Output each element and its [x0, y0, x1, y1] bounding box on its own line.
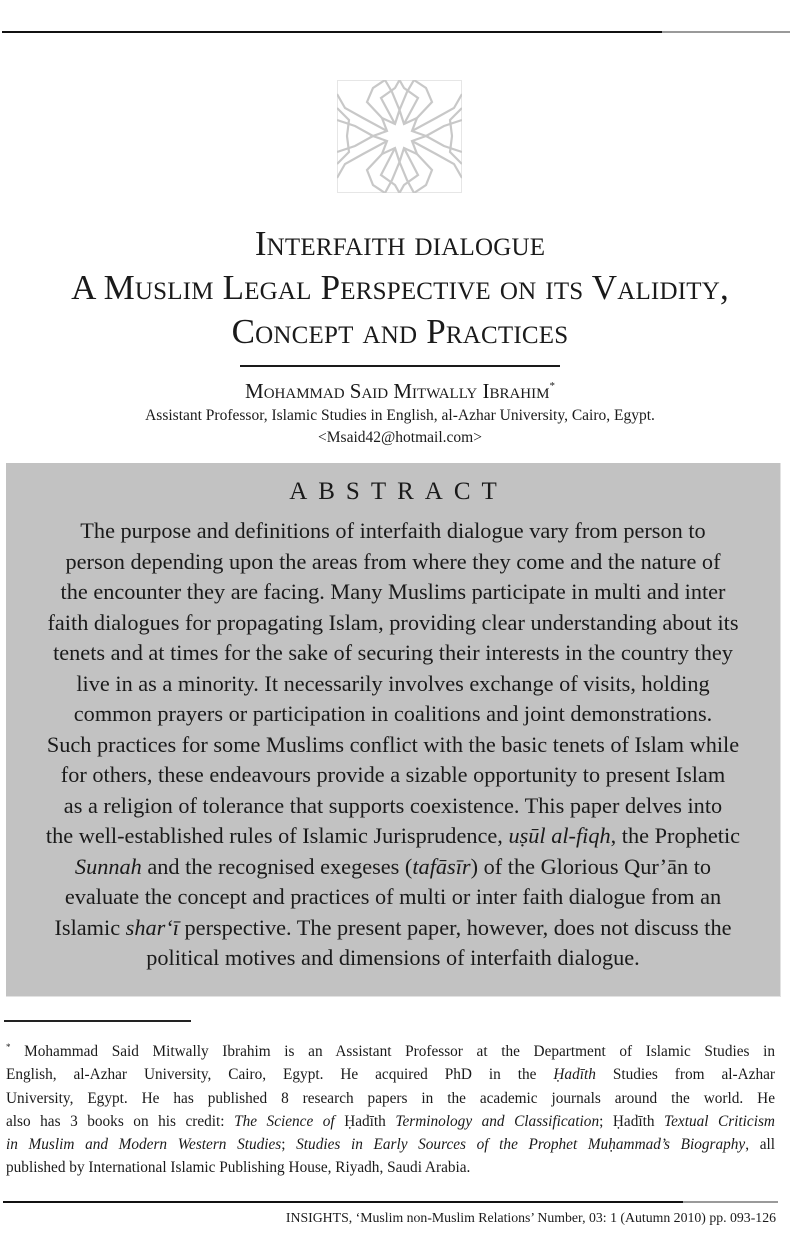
abstract-italic-term: Sunnah: [74, 853, 142, 879]
paper-title-line-3: Concept and Practices: [231, 312, 569, 351]
footnote-text: ;: [281, 1136, 297, 1154]
abstract-text: Islamic: [54, 914, 126, 940]
paper-title-line-2: A Muslim Legal Perspective on its Validity,: [71, 268, 729, 307]
footer-rule: [3, 1201, 683, 1203]
abstract-line: person depending upon the areas from where they come and the nature of: [65, 548, 721, 574]
footnote-book-title: in Muslim and Modern Western Studies: [6, 1136, 282, 1154]
footer-rule-tail: [683, 1201, 778, 1203]
abstract-line: [16, 913, 770, 944]
title-block: [0, 222, 800, 448]
author-name-text: Mohammad Said Mitwally Ibrahim: [245, 379, 550, 403]
abstract-line: for others, these endeavours provide a sizable opportunity to present Islam: [60, 762, 726, 787]
abstract-line: Such practices for some Muslims conflict with the basic tenets of Islam while: [46, 731, 740, 757]
footnote-line: [6, 1036, 775, 1063]
title-divider: [240, 365, 560, 367]
footnote-text: Ḥadīth: [344, 1112, 396, 1130]
author-affiliation: Assistant Professor, Islamic Studies in English, al-Azhar University, Cairo, Egypt.: [145, 407, 655, 424]
footnote-text: also has 3 books on his credit:: [6, 1112, 235, 1130]
footnote-book-title: Textual Criticism: [664, 1112, 775, 1130]
abstract-line: [16, 821, 770, 852]
abstract-heading: ABSTRACT: [289, 478, 508, 505]
footnote-text: English, al-Azhar University, Cairo, Egypt. He acquired PhD in the: [6, 1066, 554, 1084]
author-footnote-marker[interactable]: *: [549, 380, 555, 392]
footnote-text: ; Ḥadīth: [599, 1112, 665, 1130]
header-rule: [2, 31, 662, 33]
footnote-line: University, Egypt. He has published 8 research papers in the academic journals around the world. He: [6, 1089, 775, 1107]
footnote-text: Studies from al-Azhar: [595, 1066, 775, 1084]
author-name: [0, 373, 800, 404]
abstract-italic-term: shar‘ī: [125, 914, 179, 940]
abstract-line: live in as a minority. It necessarily involves exchange of visits, holding: [76, 670, 710, 696]
abstract-line: [16, 852, 770, 883]
footnote-line: published by International Islamic Publishing House, Riyadh, Saudi Arabia.: [6, 1159, 471, 1177]
abstract-text: , the Prophetic: [610, 823, 741, 848]
footnote-italic-term: Ḥadīth: [553, 1066, 596, 1084]
abstract-text: the well-established rules of Islamic Jurisprudence,: [45, 823, 509, 848]
footnote-book-title: Studies in Early Sources of the Prophet Muḥammad’s Biography: [296, 1136, 746, 1154]
footnote-book-title: The Science of: [234, 1112, 345, 1130]
footnote-marker: *: [6, 1042, 11, 1052]
abstract-body: [16, 516, 770, 974]
abstract-line: evaluate the concept and practices of multi or inter faith dialogue from an: [64, 884, 722, 909]
footnote-line: [6, 1133, 775, 1156]
islamic-star-ornament-icon: [337, 80, 462, 193]
abstract-line: tenets and at times for the sake of securing their interests in the country they: [53, 640, 733, 665]
author-email[interactable]: <Msaid42@hotmail.com>: [318, 429, 482, 446]
abstract-text: ) of the Glorious Qur’ān to: [470, 853, 712, 879]
footnote-book-title: Terminology and Classification: [395, 1112, 600, 1130]
abstract-line: the encounter they are facing. Many Muslims participate in multi and inter: [60, 579, 726, 604]
footnote-line: [6, 1063, 775, 1086]
footnote-divider: [4, 1020, 191, 1022]
abstract-line: faith dialogues for propagating Islam, providing clear understanding about its: [47, 609, 739, 635]
abstract-text: and the recognised exegeses (: [141, 853, 413, 879]
journal-citation: INSIGHTS, ‘Muslim non-Muslim Relations’ Number, 03: 1 (Autumn 2010) pp. 093-126: [285, 1210, 776, 1225]
footnote-text: , all: [745, 1136, 775, 1154]
abstract-box: [6, 463, 781, 997]
abstract-line: The purpose and definitions of interfaith dialogue vary from person to: [80, 518, 706, 543]
abstract-italic-term: uṣūl al-fiqh: [508, 823, 611, 848]
footnote-line: [6, 1110, 775, 1133]
abstract-line: as a religion of tolerance that supports coexistence. This paper delves into: [63, 792, 723, 818]
footnote-text: Mohammad Said Mitwally Ibrahim is an Assistant Professor at the Department of Islamic Studies in: [10, 1043, 775, 1060]
abstract-line: political motives and dimensions of interfaith dialogue.: [146, 945, 640, 970]
abstract-italic-term: tafāsīr: [412, 853, 471, 879]
abstract-text: perspective. The present paper, however, does not discuss the: [178, 914, 732, 940]
abstract-line: common prayers or participation in coalitions and joint demonstrations.: [73, 701, 713, 726]
header-rule-tail: [662, 31, 790, 33]
paper-title-line-1: Interfaith dialogue: [254, 224, 546, 263]
author-footnote: [6, 1036, 775, 1180]
